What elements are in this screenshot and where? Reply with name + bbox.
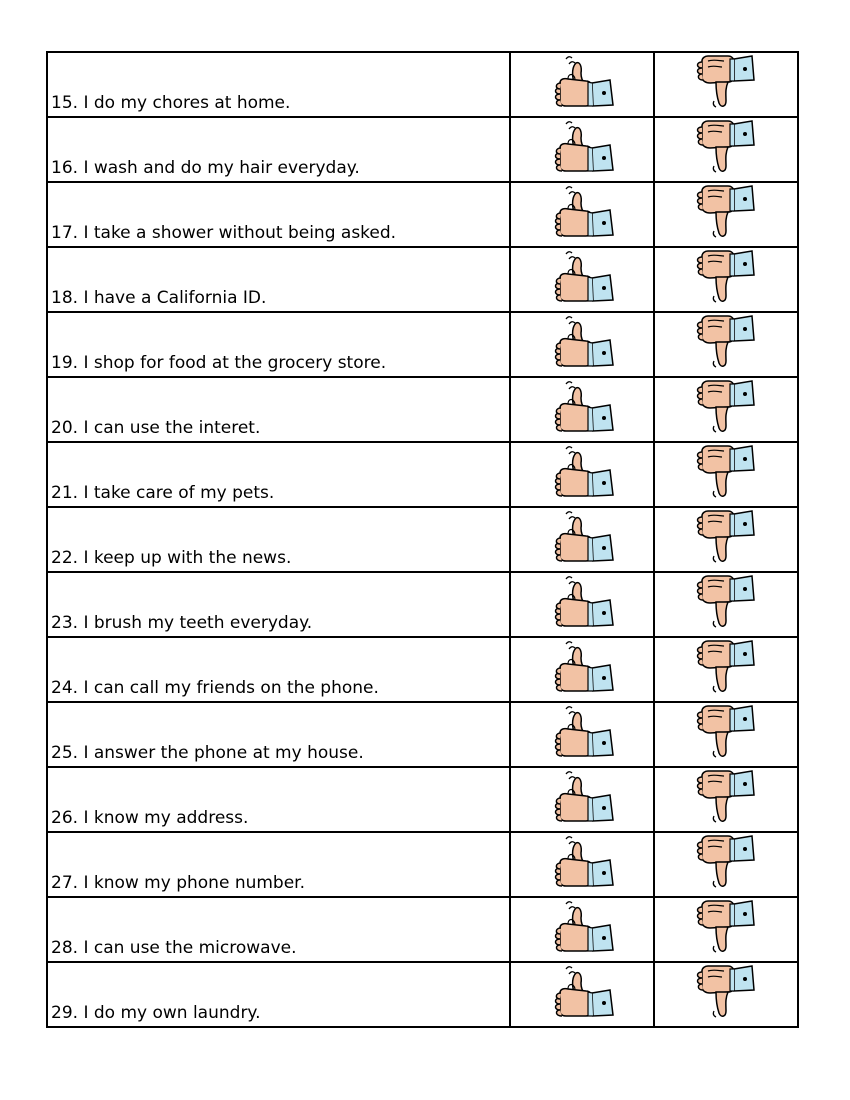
thumbs-up-cell[interactable]: [510, 52, 654, 117]
checklist-rows: [47, 52, 798, 1027]
thumbs-down-cell[interactable]: [654, 117, 798, 182]
thumbs-up-cell[interactable]: [510, 637, 654, 702]
statement-text: 22. I keep up with the news.: [47, 507, 510, 572]
thumbs-down-cell[interactable]: [654, 637, 798, 702]
thumbs-up-icon[interactable]: [544, 638, 620, 696]
thumbs-down-icon[interactable]: [688, 833, 764, 891]
thumbs-up-cell[interactable]: [510, 767, 654, 832]
thumbs-down-icon[interactable]: [688, 898, 764, 956]
thumbs-up-icon[interactable]: [544, 443, 620, 501]
table-row: [47, 832, 798, 897]
thumbs-down-cell[interactable]: [654, 52, 798, 117]
checklist-table: [46, 51, 799, 1028]
statement-text: 16. I wash and do my hair everyday.: [47, 117, 510, 182]
thumbs-up-cell[interactable]: [510, 702, 654, 767]
thumbs-up-icon[interactable]: [544, 378, 620, 436]
thumbs-down-cell[interactable]: [654, 572, 798, 637]
thumbs-up-cell[interactable]: [510, 442, 654, 507]
statement-text: 23. I brush my teeth everyday.: [47, 572, 510, 637]
thumbs-up-icon[interactable]: [544, 248, 620, 306]
statement-text: 25. I answer the phone at my house.: [47, 702, 510, 767]
statement-text: 27. I know my phone number.: [47, 832, 510, 897]
thumbs-down-icon[interactable]: [688, 313, 764, 371]
thumbs-up-icon[interactable]: [544, 898, 620, 956]
thumbs-up-icon[interactable]: [544, 703, 620, 761]
table-row: [47, 117, 798, 182]
thumbs-up-cell[interactable]: [510, 182, 654, 247]
thumbs-down-icon[interactable]: [688, 248, 764, 306]
statement-text: 26. I know my address.: [47, 767, 510, 832]
thumbs-down-cell[interactable]: [654, 312, 798, 377]
thumbs-down-icon[interactable]: [688, 703, 764, 761]
thumbs-up-cell[interactable]: [510, 572, 654, 637]
statement-text: 20. I can use the interet.: [47, 377, 510, 442]
statement-text: 29. I do my own laundry.: [47, 962, 510, 1027]
thumbs-down-cell[interactable]: [654, 962, 798, 1027]
table-row: [47, 637, 798, 702]
statement-text: 19. I shop for food at the grocery store.: [47, 312, 510, 377]
thumbs-up-cell[interactable]: [510, 247, 654, 312]
thumbs-down-icon[interactable]: [688, 573, 764, 631]
thumbs-up-cell[interactable]: [510, 117, 654, 182]
thumbs-up-cell[interactable]: [510, 507, 654, 572]
thumbs-down-cell[interactable]: [654, 702, 798, 767]
thumbs-down-cell[interactable]: [654, 897, 798, 962]
table-row: [47, 52, 798, 117]
thumbs-down-icon[interactable]: [688, 768, 764, 826]
thumbs-down-icon[interactable]: [688, 638, 764, 696]
table-row: [47, 962, 798, 1027]
thumbs-down-cell[interactable]: [654, 247, 798, 312]
table-row: [47, 897, 798, 962]
thumbs-down-icon[interactable]: [688, 963, 764, 1021]
statement-text: 24. I can call my friends on the phone.: [47, 637, 510, 702]
thumbs-up-icon[interactable]: [544, 573, 620, 631]
table-row: [47, 247, 798, 312]
table-row: [47, 767, 798, 832]
thumbs-up-icon[interactable]: [544, 768, 620, 826]
statement-text: 15. I do my chores at home.: [47, 52, 510, 117]
thumbs-up-cell[interactable]: [510, 312, 654, 377]
thumbs-down-icon[interactable]: [688, 183, 764, 241]
statement-text: 28. I can use the microwave.: [47, 897, 510, 962]
thumbs-up-cell[interactable]: [510, 377, 654, 442]
table-row: [47, 702, 798, 767]
thumbs-up-icon[interactable]: [544, 118, 620, 176]
thumbs-up-icon[interactable]: [544, 963, 620, 1021]
thumbs-down-icon[interactable]: [688, 53, 764, 111]
thumbs-down-cell[interactable]: [654, 442, 798, 507]
thumbs-down-icon[interactable]: [688, 508, 764, 566]
thumbs-down-icon[interactable]: [688, 118, 764, 176]
thumbs-down-icon[interactable]: [688, 443, 764, 501]
thumbs-down-cell[interactable]: [654, 377, 798, 442]
statement-text: 17. I take a shower without being asked.: [47, 182, 510, 247]
table-row: [47, 182, 798, 247]
thumbs-up-icon[interactable]: [544, 833, 620, 891]
thumbs-up-cell[interactable]: [510, 897, 654, 962]
table-row: [47, 442, 798, 507]
statement-text: 21. I take care of my pets.: [47, 442, 510, 507]
thumbs-down-cell[interactable]: [654, 767, 798, 832]
thumbs-up-cell[interactable]: [510, 962, 654, 1027]
table-row: [47, 507, 798, 572]
thumbs-up-icon[interactable]: [544, 313, 620, 371]
statement-text: 18. I have a California ID.: [47, 247, 510, 312]
thumbs-down-cell[interactable]: [654, 832, 798, 897]
table-row: [47, 312, 798, 377]
thumbs-down-cell[interactable]: [654, 507, 798, 572]
thumbs-up-icon[interactable]: [544, 53, 620, 111]
thumbs-down-cell[interactable]: [654, 182, 798, 247]
thumbs-up-icon[interactable]: [544, 183, 620, 241]
thumbs-up-cell[interactable]: [510, 832, 654, 897]
thumbs-down-icon[interactable]: [688, 378, 764, 436]
table-row: [47, 572, 798, 637]
thumbs-up-icon[interactable]: [544, 508, 620, 566]
table-row: [47, 377, 798, 442]
